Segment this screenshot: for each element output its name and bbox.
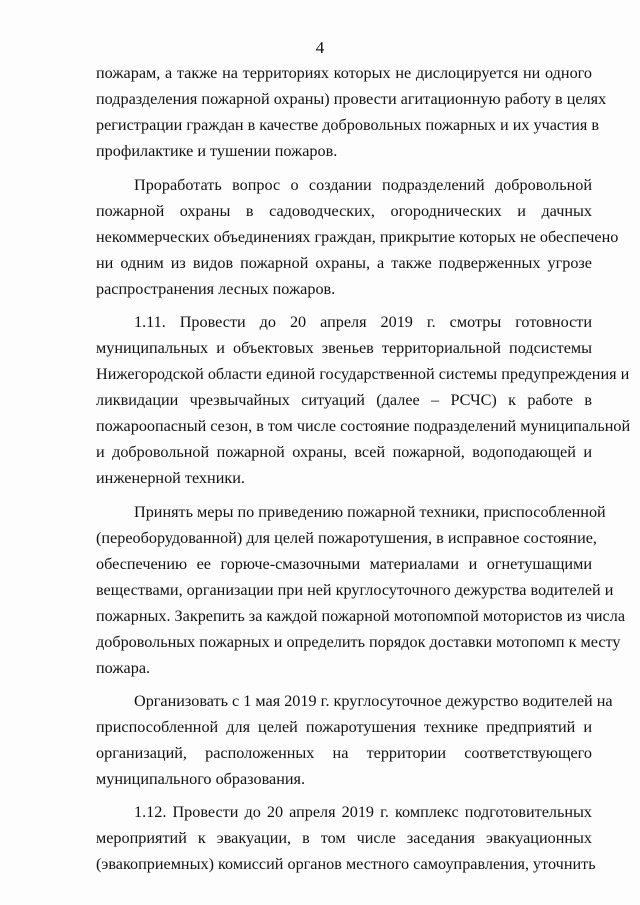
paragraph bbox=[96, 688, 613, 792]
document-body bbox=[96, 60, 631, 877]
text-line: Нижегородской области единой государственной системы предупреждения и bbox=[96, 365, 630, 383]
text-line: ликвидации чрезвычайных ситуаций (далее – РСЧС) к работе в bbox=[96, 391, 592, 409]
text-line: Проработать вопрос о создании подразделений добровольной bbox=[134, 176, 592, 194]
text-line: организаций, расположенных на территории соответствующего bbox=[96, 744, 592, 762]
text-line: веществами, организации при ней круглосуточного дежурства водителей и bbox=[96, 581, 614, 599]
text-line: пожароопасный сезон, в том числе состояние подразделений муниципальной bbox=[96, 417, 631, 435]
text-line: пожарам, а также на территориях которых не дислоцируется ни одного bbox=[96, 64, 592, 82]
paragraph bbox=[96, 172, 619, 302]
paragraph-item-1-11 bbox=[96, 309, 631, 491]
text-line: муниципальных и объектовых звеньев территориальной подсистемы bbox=[96, 339, 592, 357]
text-line: пожара. bbox=[96, 659, 151, 677]
text-line: профилактике и тушении пожаров. bbox=[96, 142, 338, 160]
text-line: приспособленной для целей пожаротушения технике предприятий и bbox=[96, 718, 592, 736]
text-line: обеспечению ее горюче-смазочными материалами и огнетушащими bbox=[96, 555, 592, 573]
text-line: муниципального образования. bbox=[96, 770, 306, 788]
text-line: пожарной охраны в садоводческих, огороднических и дачных bbox=[96, 202, 592, 220]
text-line: Организовать с 1 мая 2019 г. круглосуточное дежурство водителей на bbox=[134, 692, 613, 710]
text-line: 1.12. Провести до 20 апреля 2019 г. комплекс подготовительных bbox=[134, 803, 592, 821]
text-line: 1.11. Провести до 20 апреля 2019 г. смотры готовности bbox=[134, 313, 592, 331]
text-line: ни одним из видов пожарной охраны, а также подверженных угрозе bbox=[96, 254, 592, 272]
paragraph-continuation bbox=[96, 60, 607, 164]
page-number: 4 bbox=[315, 38, 325, 57]
text-line: (переоборудованной) для целей пожаротушения, в исправное состояние, bbox=[96, 529, 597, 547]
text-line: распространения лесных пожаров. bbox=[96, 280, 336, 298]
text-line: и добровольной пожарной охраны, всей пожарной, водоподающей и bbox=[96, 443, 592, 461]
paragraph-item-1-12 bbox=[96, 799, 596, 877]
text-line: Принять меры по приведению пожарной техники, приспособленной bbox=[134, 503, 606, 521]
text-line: некоммерческих объединениях граждан, прикрытие которых не обеспечено bbox=[96, 228, 619, 246]
paragraph bbox=[96, 499, 626, 681]
text-line: пожарных. Закрепить за каждой пожарной мотопомпой мотористов из числа bbox=[96, 607, 626, 625]
text-line: добровольных пожарных и определить порядок доставки мотопомп к месту bbox=[96, 633, 621, 651]
text-line: мероприятий к эвакуации, в том числе заседания эвакуационных bbox=[96, 829, 592, 847]
text-line: подразделения пожарной охраны) провести агитационную работу в целях bbox=[96, 90, 607, 108]
text-line: (эвакоприемных) комиссий органов местного самоуправления, уточнить bbox=[96, 855, 596, 873]
text-line: инженерной техники. bbox=[96, 469, 245, 487]
text-line: регистрации граждан в качестве добровольных пожарных и их участия в bbox=[96, 116, 599, 134]
